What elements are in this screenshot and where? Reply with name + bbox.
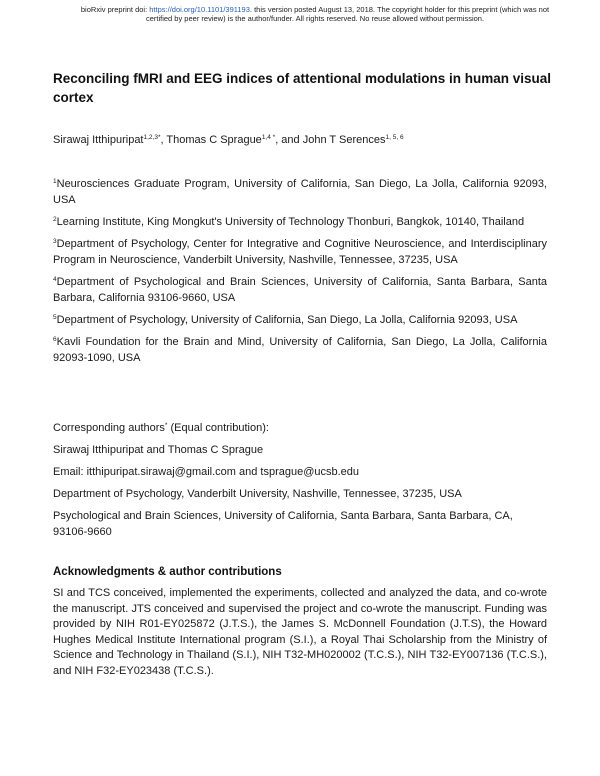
corresponding-names: Sirawaj Itthipuripat and Thomas C Sprague bbox=[53, 444, 264, 456]
header-line-2: certified by peer review) is the author/funder. All rights reserved. No reuse allowed without permission. bbox=[145, 14, 485, 23]
corresponding-address: Department of Psychology, Vanderbilt University, Nashville, Tennessee, 37235, USA bbox=[53, 488, 462, 500]
affiliation: $^5$Department of Psychology, University of California, San Diego, La Jolla, California 92093, USA bbox=[53, 314, 518, 326]
corresponding-heading: Corresponding authors* (Equal contribution): bbox=[53, 422, 269, 434]
author-affiliation-marker: 1, 5, 6 bbox=[385, 134, 404, 141]
author-name: John T Serences bbox=[302, 134, 386, 146]
acknowledgments-text: SI and TCS conceived, implemented the experiments, collected and analyzed the data, and co-wrote the manuscript. JTS conceived and supervised the project and co-wrote the manuscript. Funding was provided by NIH R01-EY025872 (J.T.S.), the James S. McDonnell Foundation (J.T.S), the Howard Hughes Medical Institute International program (S.I.), a Royal Thai Scholarship from the Ministry of Science and Technology in Thailand (S.I.), NIH T32-MH020002 (T.C.S.), NIH T32-EY007136 (T.C.S.), and NIH F32-EY023438 (T.C.S.). bbox=[53, 587, 547, 677]
affiliation: $^2$Learning Institute, King Mongkut's University of Technology Thonburi, Bangkok, 10140, Thailand bbox=[53, 216, 525, 228]
affiliation-list bbox=[53, 176, 547, 372]
doi-link[interactable]: https://doi.org/10.1101/391193 bbox=[149, 5, 250, 14]
corresponding-authors-section bbox=[53, 420, 547, 546]
affiliation: $^4$Department of Psychological and Brain Sciences, University of California, Santa Barbara, Santa Barbara, California 93106-9660, USA bbox=[53, 276, 547, 304]
affiliation: $^1$Neurosciences Graduate Program, University of California, San Diego, La Jolla, California 92093, USA bbox=[53, 178, 547, 206]
corresponding-email: Email: itthipuripat.sirawaj@gmail.com and tsprague@ucsb.edu bbox=[53, 466, 360, 478]
acknowledgments-heading: Acknowledgments & author contributions bbox=[53, 566, 282, 578]
author-list: Sirawaj Itthipuripat$^{1,2,3*}$, Thomas C Sprague$^{1,4 *}$, and John T Serences$^{1, 5, 6}$ bbox=[53, 134, 404, 146]
corresponding-address: Psychological and Brain Sciences, University of California, Santa Barbara, Santa Barbara, CA, 93106-9660 bbox=[53, 510, 513, 538]
author-affiliation-marker: 1,2,3* bbox=[143, 134, 161, 141]
author-name: Sirawaj Itthipuripat bbox=[53, 134, 144, 146]
affiliation: $^6$Kavli Foundation for the Brain and Mind, University of California, San Diego, La Jolla, California 92093-1090, USA bbox=[53, 336, 547, 364]
author-affiliation-marker: 1,4 * bbox=[261, 134, 276, 141]
author-name: Thomas C Sprague bbox=[166, 134, 262, 146]
paper-title: Reconciling fMRI and EEG indices of attentional modulations in human visual cortex bbox=[53, 71, 552, 105]
preprint-header bbox=[80, 5, 550, 23]
header-line-1: bioRxiv preprint doi: https://doi.org/10.1101/391193. this version posted August 13, 2018. The copyright holder for this preprint (which was not bbox=[80, 5, 550, 14]
affiliation: $^3$Department of Psychology, Center for Integrative and Cognitive Neuroscience, and Interdisciplinary Program in Neuroscience, Vanderbilt University, Nashville, Tennessee, 37235, USA bbox=[53, 238, 547, 266]
